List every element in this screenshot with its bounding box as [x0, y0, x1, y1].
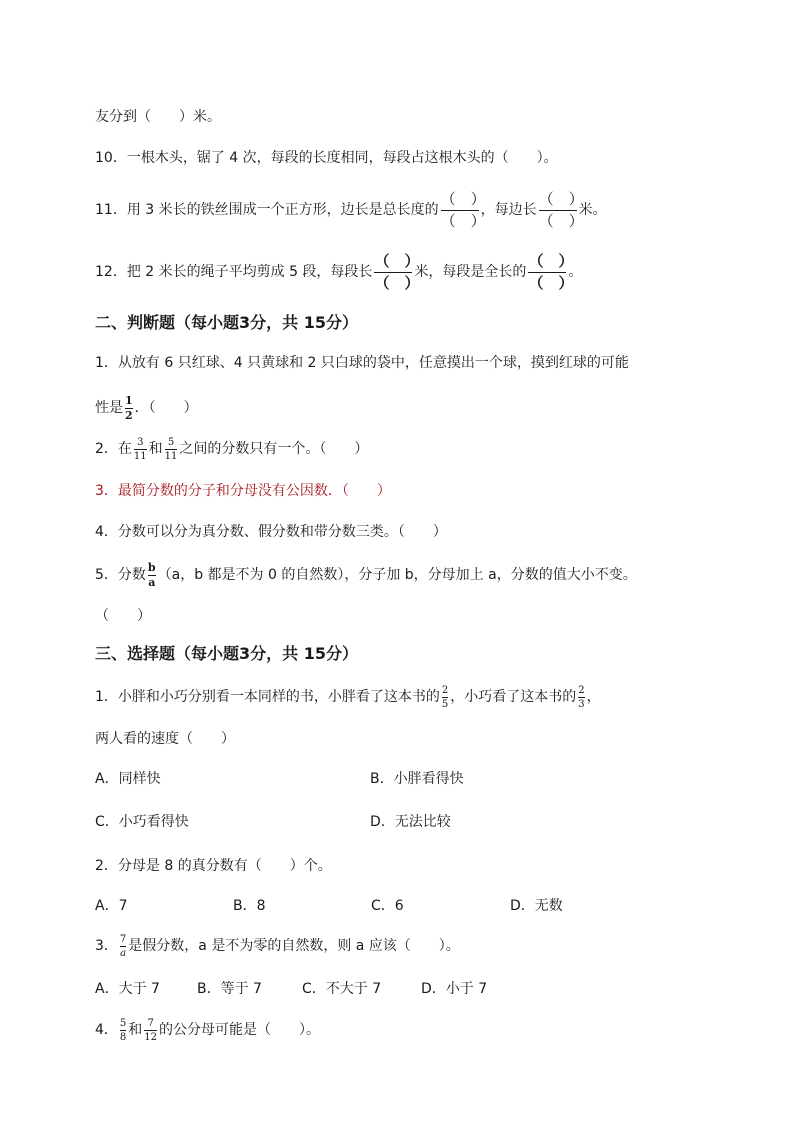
fill-q12-text-a: 12．把 2 米长的绳子平均剪成 5 段，每段长 — [95, 264, 373, 280]
choice-q4: 4． $\frac{5}{8}$ 和 $\frac{7}{12}$ 的公分母可能是（ ）。 — [95, 1017, 321, 1043]
choice-q1-option-b[interactable]: B．小胖看得快 — [370, 771, 464, 787]
fill-q11 — [95, 186, 607, 234]
fill-q12-blank-fraction-2: （ ） （ ） — [528, 251, 574, 292]
fraction-2-5: $\frac{2}{5}$ — [441, 684, 449, 710]
fill-q12-text-c: 。 — [568, 264, 583, 280]
section2-heading: 二、判断题（每小题3分，共 15分） — [95, 313, 358, 332]
section3-heading: 三、选择题（每小题3分，共 15分） — [95, 644, 358, 663]
choice-q2-option-d[interactable]: D．无数 — [510, 898, 563, 914]
fill-q11-blank-fraction-1: （ ） （ ） — [440, 189, 486, 230]
fill-q11-text-b: ，每边长 — [480, 202, 537, 218]
choice-q2-option-a[interactable]: A．7 — [95, 898, 128, 914]
fill-q12-text-b: 米，每段是全长的 — [414, 264, 527, 280]
choice-q1-option-d[interactable]: D．无法比较 — [370, 814, 451, 830]
fraction-b-over-a: $\frac{b}{a}$ — [147, 560, 156, 589]
choice-q1-line1: 1．小胖和小巧分别看一本同样的书，小胖看了这本书的 $\frac{2}{5}$ ，小巧看了这本书的 $\frac{2}{3}$ ， — [95, 684, 601, 710]
fill-q9-tail: 友分到（ ）米。 — [95, 109, 221, 125]
fraction-7-over-a: $\frac{7}{a}$ — [119, 933, 127, 959]
fraction-3-11: $\frac{3}{11}$ — [133, 436, 147, 462]
choice-q3-option-a[interactable]: A．大于 7 — [95, 981, 160, 997]
fill-q12-blank-fraction-1: （ ） （ ） — [374, 251, 420, 292]
judge-q5-answer-paren: （ ） — [95, 608, 151, 624]
judge-q2: 2．在 $\frac{3}{11}$ 和 $\frac{5}{11}$ 之间的分数只有一个。（ ） — [95, 436, 369, 462]
fraction-2-3: $\frac{2}{3}$ — [578, 684, 585, 710]
fill-q12 — [95, 247, 582, 297]
choice-q1-option-a[interactable]: A．同样快 — [95, 771, 161, 787]
judge-q1-line1: 1．从放有 6 只红球、4 只黄球和 2 只白球的袋中，任意摸出一个球，摸到红球的可能 — [95, 355, 629, 371]
choice-q2: 2．分母是 8 的真分数有（ ）个。 — [95, 858, 332, 874]
fraction-5-8: $\frac{5}{8}$ — [119, 1017, 127, 1043]
judge-q3: 3．最简分数的分子和分母没有公因数．（ ） — [95, 483, 391, 499]
fraction-7-12: $\frac{7}{12}$ — [144, 1017, 158, 1043]
fill-q11-blank-fraction-2: （ ） （ ） — [538, 189, 584, 230]
choice-q1-option-c[interactable]: C．小巧看得快 — [95, 814, 189, 830]
choice-q3-option-b[interactable]: B．等于 7 — [197, 981, 262, 997]
fraction-5-11: $\frac{5}{11}$ — [164, 436, 178, 462]
judge-q5: 5．分数 $\frac{b}{a}$ （a，b 都是不为 0 的自然数），分子加 b，分母加上 a，分数的值大小不变。 — [95, 560, 637, 589]
fill-q11-text-c: 米。 — [578, 202, 607, 218]
choice-q2-option-b[interactable]: B．8 — [233, 898, 266, 914]
judge-q1-line2: 性是 $\frac{1}{2}$ ．（ ） — [95, 393, 198, 422]
choice-q2-option-c[interactable]: C．6 — [371, 898, 404, 914]
choice-q3-option-c[interactable]: C．不大于 7 — [302, 981, 382, 997]
fraction-one-half: $\frac{1}{2}$ — [125, 393, 133, 422]
choice-q3-option-d[interactable]: D．小于 7 — [421, 981, 488, 997]
fill-q11-text-a: 11．用 3 米长的铁丝围成一个正方形，边长是总长度的 — [95, 202, 439, 218]
fill-q10: 10．一根木头，锯了 4 次，每段的长度相同，每段占这根木头的（ ）。 — [95, 150, 558, 166]
choice-q1-line2: 两人看的速度（ ） — [95, 731, 235, 747]
judge-q4: 4．分数可以分为真分数、假分数和带分数三类。（ ） — [95, 524, 447, 540]
choice-q3: 3． $\frac{7}{a}$ 是假分数，a 是不为零的自然数，则 a 应该（ ）。 — [95, 933, 460, 959]
